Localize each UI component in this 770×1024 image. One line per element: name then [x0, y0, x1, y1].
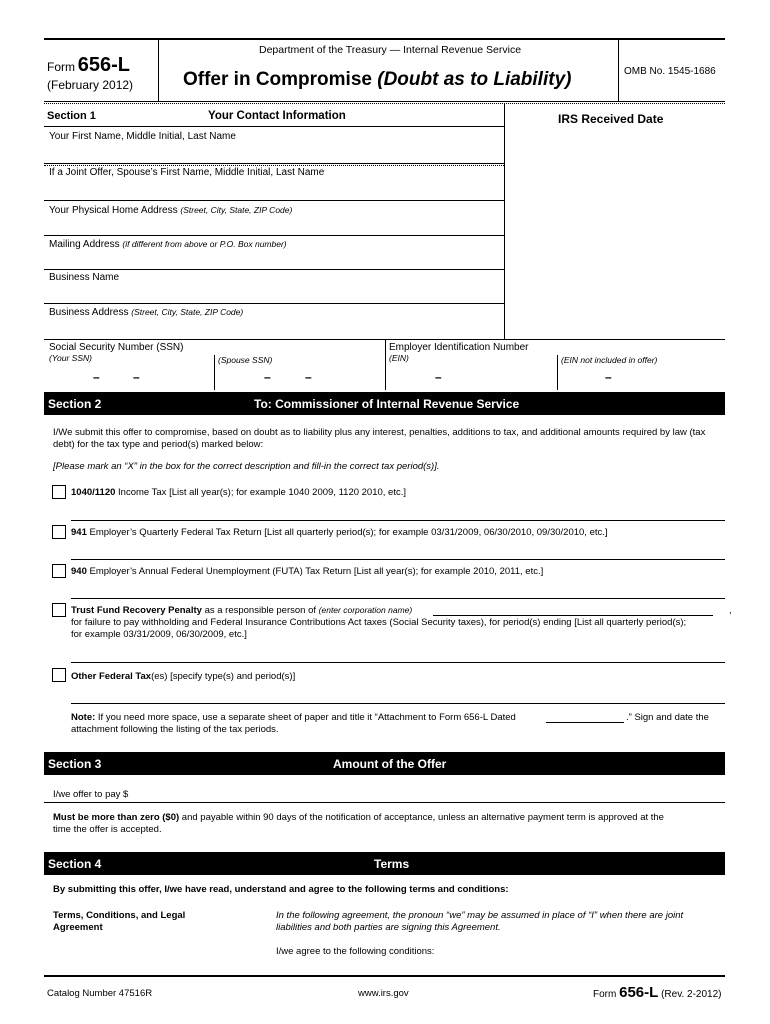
checkbox-941[interactable]	[52, 525, 66, 539]
section2-instruction: [Please mark an “X” in the box for the correct description and fill-in the correct tax period(s)].	[53, 461, 440, 472]
section1-label: Section 1	[47, 110, 96, 122]
section2-title: To: Commissioner of Internal Revenue Service	[254, 397, 520, 411]
first-name-line	[44, 163, 504, 164]
note-line2: attachment following the listing of the tax periods.	[71, 724, 279, 735]
ein-not-included-label: (EIN not included in offer)	[561, 355, 658, 365]
corporation-name-line[interactable]	[433, 615, 713, 616]
spouse-ssn-dash-1: –	[264, 370, 271, 384]
item-other-federal-tax: Other Federal Tax(es) [specify type(s) and period(s)]	[71, 671, 296, 682]
business-address-label: Business Address (Street, City, State, ZIP Code)	[49, 307, 244, 318]
tfrp-line3: for example 03/31/2009, 06/30/2009, etc.]	[71, 629, 247, 640]
home-address-label: Your Physical Home Address (Street, City, State, ZIP Code)	[49, 205, 293, 216]
line-tfrp[interactable]	[71, 662, 725, 663]
agree-conditions: I/we agree to the following conditions:	[276, 946, 435, 957]
form-number-block	[47, 54, 130, 77]
attachment-date-line[interactable]	[546, 722, 624, 723]
mailing-address-label: Mailing Address (if different from above or P.O. Box number)	[49, 239, 287, 250]
item-tfrp: Trust Fund Recovery Penalty as a responsible person of (enter corporation name)	[71, 605, 413, 616]
ssn-label: Social Security Number (SSN)	[49, 342, 184, 353]
your-ssn-dash-2: –	[133, 370, 140, 384]
irs-received-date: IRS Received Date	[558, 112, 664, 126]
business-name-label: Business Name	[49, 272, 120, 283]
item-941: 941 Employer’s Quarterly Federal Tax Return [List all quarterly period(s); for example 03/31/2009, 06/30/2010, 09/30/2010, etc.]	[71, 527, 608, 538]
form-date: (February 2012)	[47, 78, 134, 92]
omb-number: OMB No. 1545-1686	[624, 66, 716, 77]
spouse-ssn-dash-2: –	[305, 370, 312, 384]
offer-amount-label: I/we offer to pay $	[53, 789, 129, 800]
section2-intro: I/We submit this offer to compromise, based on doubt as to liability plus any interest, penalties, additions to tax, and additional amounts required by law (tax debt) for the tax type and period(s) marked below:	[53, 427, 706, 450]
checkbox-1040-1120[interactable]	[52, 485, 66, 499]
checkbox-other-federal-tax[interactable]	[52, 668, 66, 682]
line-941[interactable]	[71, 559, 725, 560]
spouse-name-label: If a Joint Offer, Spouse’s First Name, Middle Initial, Last Name	[49, 167, 325, 178]
section3-title: Amount of the Offer	[333, 757, 447, 771]
spouse-ssn-label: (Spouse SSN)	[218, 355, 273, 365]
pronoun-line1: In the following agreement, the pronoun “we” may be assumed in place of “I” when there are joint	[276, 910, 684, 921]
ein-not-included-dash: –	[605, 370, 612, 384]
note: Note: If you need more space, use a separate sheet of paper and title it “Attachment to Form 656-L Dated	[71, 712, 516, 723]
must-line2: time the offer is accepted.	[53, 824, 162, 835]
section4-title: Terms	[374, 857, 410, 871]
your-ssn-dash-1: –	[93, 370, 100, 384]
ein-short-label: (EIN)	[389, 353, 409, 363]
ein-label: Employer Identification Number	[389, 342, 529, 353]
item-940: 940 Employer’s Annual Federal Unemployment (FUTA) Tax Return [List all year(s); for example 2010, 2011, etc.]	[71, 566, 544, 577]
form-word: Form	[47, 60, 75, 74]
section2-bar	[44, 392, 725, 415]
section1-title: Your Contact Information	[208, 110, 346, 122]
line-940[interactable]	[71, 598, 725, 599]
checkbox-940[interactable]	[52, 564, 66, 578]
section3-bar	[44, 752, 725, 775]
note-end: .” Sign and date the	[626, 712, 709, 723]
checkbox-tfrp[interactable]	[52, 603, 66, 617]
title-italic: (Doubt as to Liability)	[377, 69, 572, 90]
footer-form-id: Form 656-L (Rev. 2-2012)	[593, 984, 722, 1001]
department: Department of the Treasury — Internal Revenue Service	[259, 44, 522, 56]
form-number: 656-L	[77, 54, 131, 76]
agree-statement: By submitting this offer, I/we have read, understand and agree to the following terms and conditions:	[53, 884, 509, 895]
website: www.irs.gov	[358, 988, 409, 999]
first-name-label: Your First Name, Middle Initial, Last Name	[49, 131, 236, 142]
line-1040-1120[interactable]	[71, 520, 725, 521]
line-other-federal-tax[interactable]	[71, 703, 725, 704]
ein-dash: –	[435, 370, 442, 384]
title-main: Offer in Compromise	[183, 69, 378, 90]
must-be-more-than-zero: Must be more than zero ($0) and payable within 90 days of the notification of acceptance, unless an alternative payment term is approved at the	[53, 812, 664, 823]
section4-bar	[44, 852, 725, 875]
terms-heading-2: Agreement	[53, 922, 103, 933]
tfrp-comma: ,	[729, 605, 732, 616]
section3-label: Section 3	[48, 757, 102, 771]
offer-amount-line[interactable]	[44, 802, 725, 803]
terms-heading-1: Terms, Conditions, and Legal	[53, 910, 186, 921]
catalog-number: Catalog Number 47516R	[47, 988, 153, 999]
pronoun-line2: liabilities and both parties are signing this Agreement.	[276, 922, 501, 933]
section2-label: Section 2	[48, 397, 102, 411]
page-title	[183, 69, 571, 91]
tfrp-line2: for failure to pay withholding and Federal Insurance Contributions Act taxes (Social Security taxes), for period(s) ending [List all quarterly period(s);	[71, 617, 687, 628]
item-1040-1120: 1040/1120 Income Tax [List all year(s); for example 1040 2009, 1120 2010, etc.]	[71, 487, 407, 498]
your-ssn-label: (Your SSN)	[49, 353, 92, 363]
section4-label: Section 4	[48, 857, 102, 871]
